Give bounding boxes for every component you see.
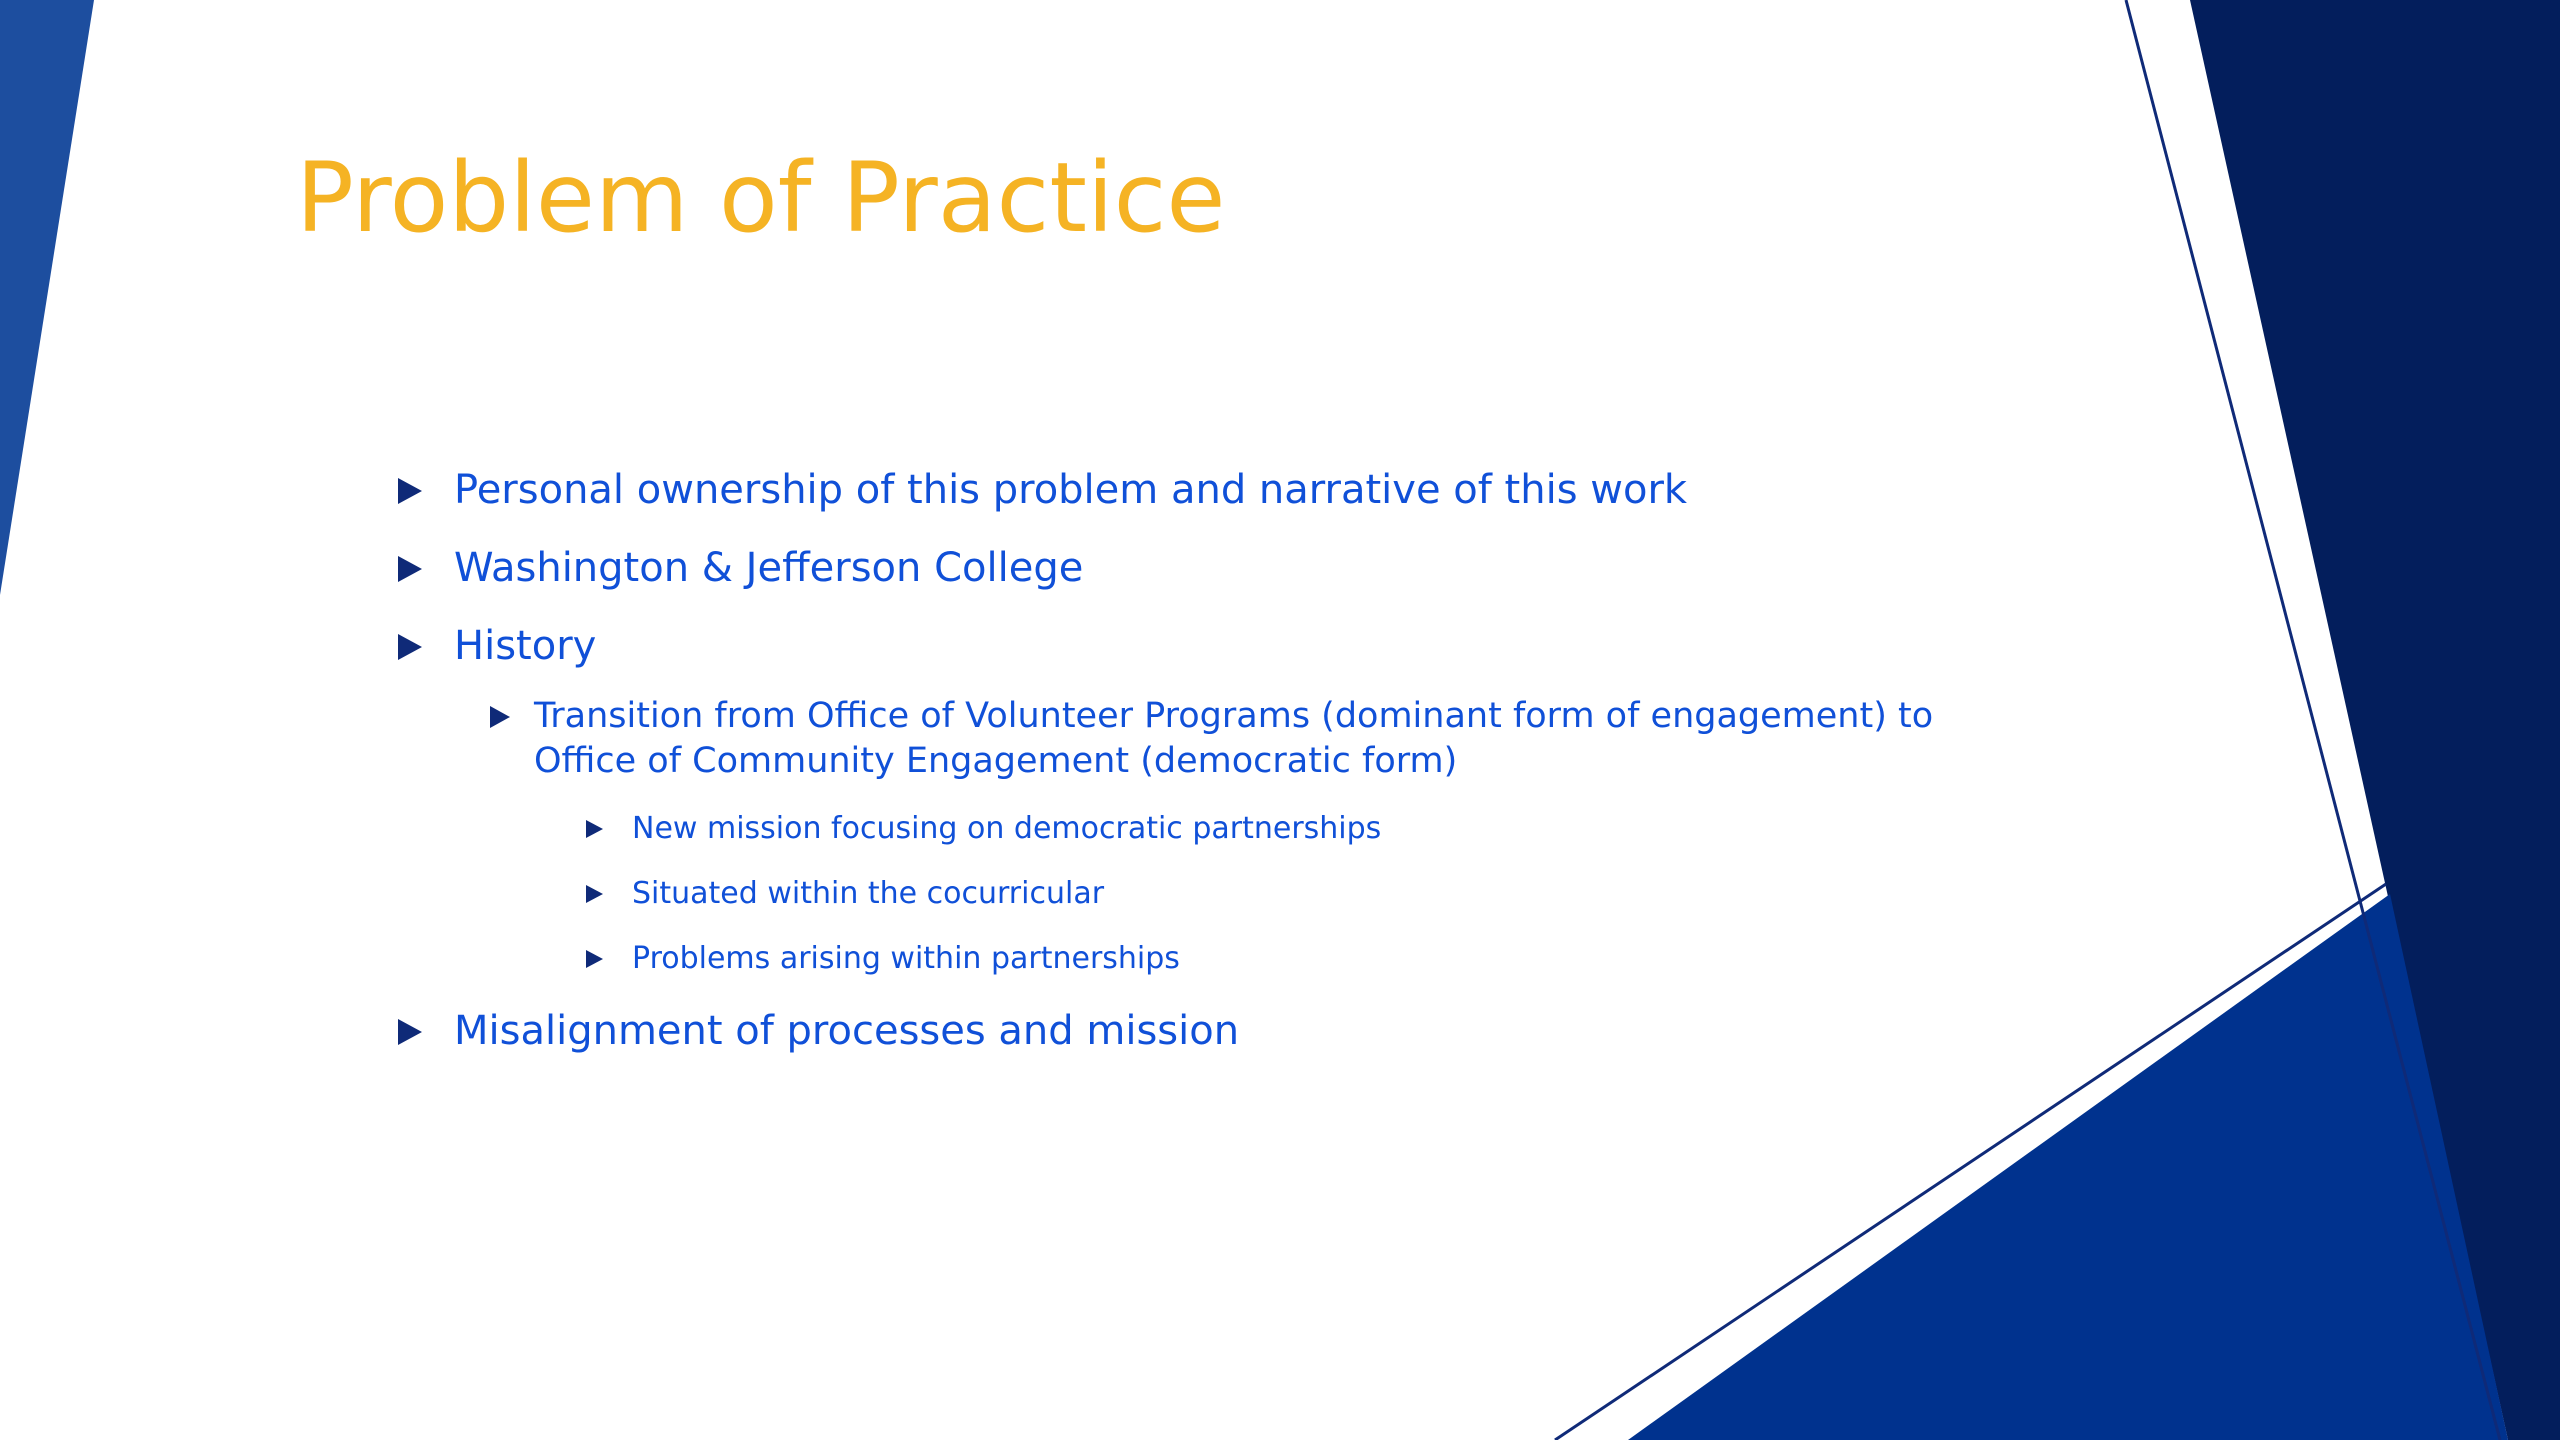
bullet-item	[390, 1001, 2030, 1061]
bullet-text: Washington & Jefferson College	[454, 545, 1084, 591]
right-triangle-icon	[398, 1019, 422, 1045]
bullet-item	[390, 616, 2030, 676]
sub-sub-bullet-item	[586, 936, 2030, 981]
bullet-list	[390, 460, 2030, 1079]
bullet-item	[390, 460, 2030, 520]
right-triangle-icon	[586, 885, 603, 903]
sub-sub-bullet-text: Problems arising within partnerships	[632, 941, 1180, 976]
right-triangle-icon	[490, 706, 510, 728]
bullet-text: Personal ownership of this problem and narrative of this work	[454, 467, 1688, 513]
right-triangle-icon	[398, 556, 422, 582]
sub-bullet-item	[486, 694, 2004, 784]
slide-title: Problem of Practice	[296, 142, 1226, 254]
right-triangle-icon	[586, 950, 603, 968]
bullet-text: Misalignment of processes and mission	[454, 1008, 1240, 1054]
right-triangle-icon	[398, 634, 422, 660]
sub-sub-bullet-text: New mission focusing on democratic partnerships	[632, 811, 1382, 846]
sub-sub-bullet-item	[586, 871, 2030, 916]
sub-sub-bullet-item	[586, 806, 2030, 851]
bullet-item	[390, 538, 2030, 598]
sub-bullet-text: Transition from Office of Volunteer Programs (dominant form of engagement) to Office of Community Engagement (democratic form)	[534, 696, 1934, 781]
left-accent-shape	[0, 0, 94, 595]
right-triangle-icon	[586, 820, 603, 838]
bullet-text: History	[454, 623, 597, 669]
sub-sub-bullet-text: Situated within the cocurricular	[632, 876, 1105, 911]
right-triangle-icon	[398, 478, 422, 504]
